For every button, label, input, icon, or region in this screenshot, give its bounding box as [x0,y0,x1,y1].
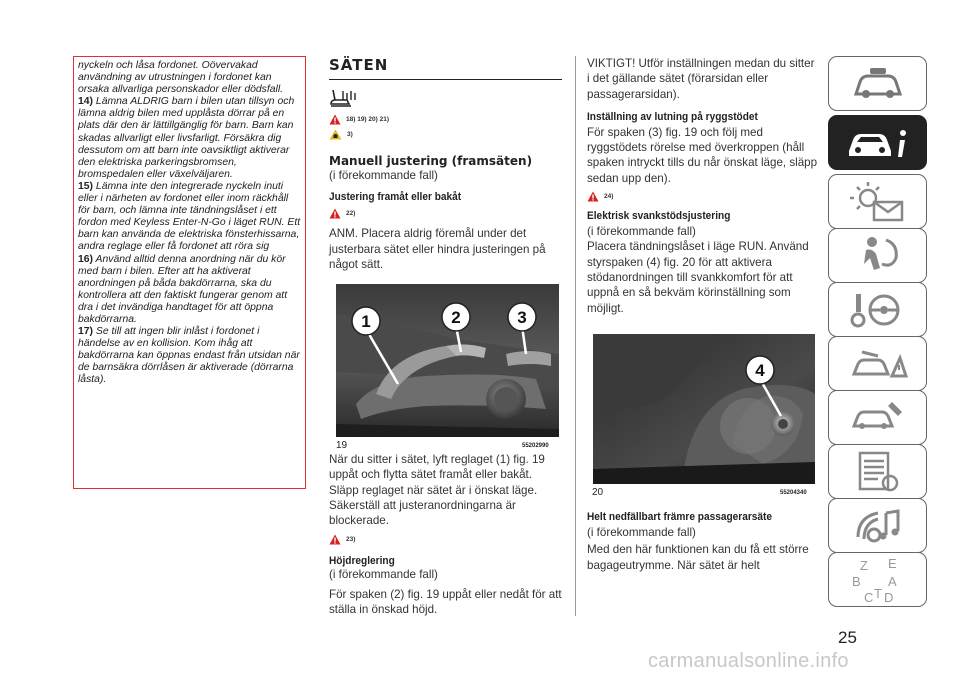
svg-text:B: B [851,573,861,589]
back-ref: 24) [604,193,614,201]
svg-text:3: 3 [517,308,527,327]
fwd-heading: Justering framåt eller bakåt [329,191,462,204]
warning-number: 16) [78,253,94,265]
service-maintenance-icon [848,396,908,440]
back-refs-line [587,191,820,202]
tab-safety[interactable] [828,228,927,283]
section-title: SÄTEN [329,56,562,80]
callout-4 [746,356,781,416]
svg-text:Z: Z [859,557,868,573]
height-sub: (i förekommande fall) [329,568,438,582]
tab-dashboard[interactable] [828,56,927,111]
technical-data-icon [848,449,908,495]
back-text: För spaken (3) fig. 19 och följ med ryggstödets rörelse med överkroppen (håll spaken intryckt tills du når önskat läge, släpp sedan upp den). [587,125,818,185]
watermark: carmanualsonline.info [648,650,849,672]
tab-car-info[interactable] [828,115,927,170]
fold-sub: (i förekommande fall) [587,526,696,539]
fwd-refs-line [329,208,562,219]
back-heading: Inställning av lutning på ryggstödet [587,110,758,123]
column-seats-lower [329,452,562,617]
warning-triangle-icon [329,114,341,125]
figure-19-callouts [336,284,559,437]
caution-refs: 3) [347,131,353,138]
warning-triangle-icon [329,534,341,545]
height-text: För spaken (2) fig. 19 uppåt eller nedåt för att ställa in önskad höjd. [329,587,562,617]
warning-item-14 [78,96,301,181]
tab-service[interactable] [828,390,927,445]
warning-refs: 18) 19) 20) 21) [346,116,389,123]
warning-text: Lämna inte den integrerade nyckeln inuti eller i närheten av fordonet eller inom räckhåll för barn, och lämna inte tändningslåset i ett fordon med Keyless Enter-N-Go i läget RUN. Ett barn kan använda de elektriska fönsterhissarna, andra reglage eller få fordonet att röra sig [78,180,301,253]
tab-warning-lights[interactable] [828,174,927,229]
callout-1 [352,307,398,384]
warning-item-17 [78,326,301,386]
figure-19-number: 19 [336,440,348,451]
fwd-text: När du sitter i sätet, lyft reglaget (1) fig. 19 uppåt och flytta sätet framåt eller bakåt. Släpp reglaget när sätet är i önskat läge. Säkerställ att justeranordningarna är blockerade. [329,453,545,528]
tab-start-driving[interactable] [828,282,927,337]
multimedia-icon [848,503,908,549]
column-seats [329,56,562,272]
warning-triangle-icon [587,191,599,202]
figure-20-number: 20 [592,487,604,498]
warning-text: Använd alltid denna anordning när du kör med barn i bilen. Efter att ha aktiverat anordningen på båda bakdörrarna, ska du kontrollera att den faktiskt fungerar genom att dra i det invändiga handtaget för att öppna bakdörrarna. [78,253,288,325]
warning-item-16 [78,254,301,327]
svg-text:A: A [887,573,897,589]
anm-text: ANM. Placera aldrig föremål under det justerbara sätet eller hindra justeringen på något sätt. [329,227,546,271]
svg-text:C: C [863,589,873,604]
road-emergency-icon [848,342,908,386]
index-icon [848,556,908,604]
page-number: 25 [838,628,857,647]
figure-19-code: 55202990 [522,443,549,449]
fold-heading: Helt nedfällbart främre passagerarsäte [587,511,773,523]
height-heading: Höjdreglering [329,555,395,568]
warning-item-15 [78,181,301,254]
column-adjust-lower [587,503,820,573]
tab-technical-data[interactable] [828,444,927,499]
column-divider [575,56,576,616]
tab-index[interactable] [828,552,927,607]
warning-triangle-icon [329,208,341,219]
warning-text-0: nyckeln och låsa fordonet. Oövervakad användning av utrustningen i fordonet kan orsaka allvarliga personskador eller dödsfall. [78,60,284,96]
warning-number: 14) [78,96,94,108]
airbag-safety-icon [848,234,908,278]
tab-multimedia[interactable] [828,498,927,553]
warning-text: Se till att ingen blir inlåst i fordonet i händelse av en kollision. Kom ihåg att bakdörrarna kan öppnas endast från utsidan när de barnsäkra dörrlåsen är aktiverade (dörrarna låsta). [78,326,300,386]
fold-text: Med den här funktionen kan du få ett större bagageutrymme. När sätet är helt [587,543,809,572]
callout-2 [442,303,470,352]
warning-box [73,56,306,489]
column-adjust [587,56,820,316]
fwd-ref: 22) [346,210,356,218]
warning-number: 17) [78,326,94,338]
svg-text:T: T [873,585,882,601]
svg-text:4: 4 [755,361,765,380]
warning-refs-line [329,114,562,125]
fwd-refs2-line [329,534,562,545]
manual-heading: Manuell justering (framsäten) [329,154,533,168]
manual-sub: (i förekommande fall) [329,169,438,182]
caution-refs-line [329,129,562,140]
steering-start-icon [848,288,908,332]
callout-3 [508,303,536,354]
figure-20-code: 55204340 [780,490,807,496]
warning-text: Lämna ALDRIG barn i bilen utan tillsyn och lämna aldrig bilen med upplåsta dörrar på en plats där den är lättillgänglig för barn. Barn kan skadas allvarligt eller livsfarligt. Försäkra dig dessutom om att barn inte oavsiktligt aktiverar den elektriska parkeringsbromsen, bromspedalen eller växelväljaren. [78,96,295,180]
svg-text:D: D [883,589,893,604]
lumbar-text: Placera tändningslåset i läge RUN. Använd styrspaken (4) fig. 20 för att aktivera stödanordningen till svankkomfort för att uppnå en så bekväm körinställning som möjligt. [587,240,809,315]
seat-icon [329,88,357,108]
warning-number: 15) [78,180,94,192]
svg-text:1: 1 [361,312,371,331]
car-dashboard-icon [848,64,908,104]
lumbar-heading: Elektrisk svankstödsjustering [587,210,731,223]
svg-text:2: 2 [451,308,461,327]
lumbar-sub: (i förekommande fall) [587,225,696,239]
car-info-icon [843,123,913,163]
caution-hand-icon [329,129,342,140]
tab-emergency[interactable] [828,336,927,391]
svg-text:E: E [887,555,897,571]
fwd-ref2: 23) [346,536,356,544]
warning-lights-icon [848,180,908,224]
figure-20-callouts [593,334,815,484]
important-text: VIKTIGT! Utför inställningen medan du sitter i det gällande sätet (förarsidan eller passagerarsidan). [587,57,815,101]
